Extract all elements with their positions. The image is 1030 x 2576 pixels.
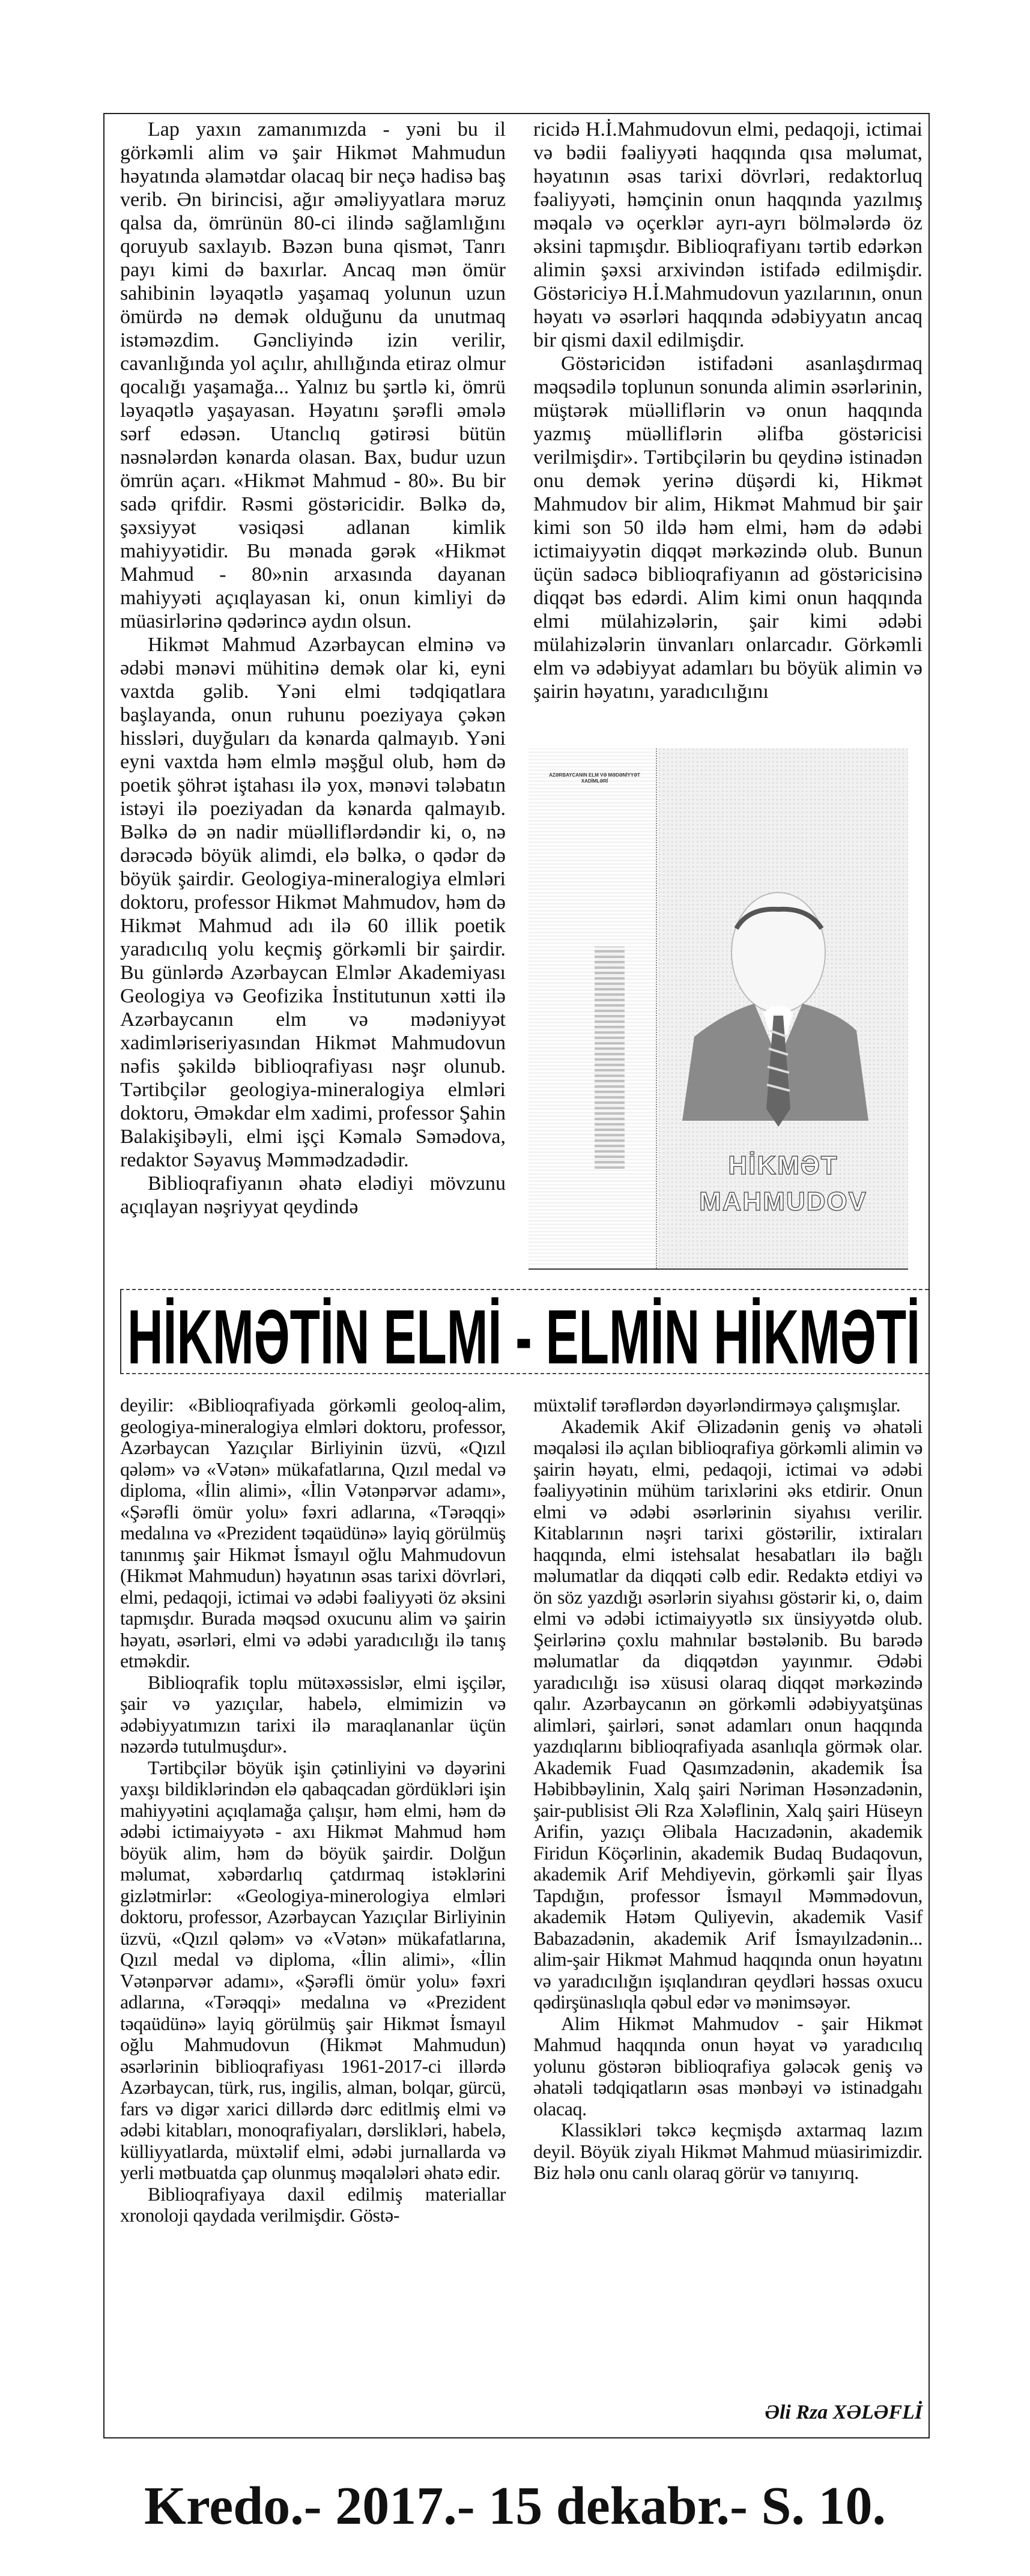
book-cover-photo	[529, 748, 908, 1270]
paragraph: deyilir: «Biblioqrafiyada görkəmli geoloq-alim, geologiya-mineralogiya elmləri doktoru, professor, Azərbaycan Yazıçılar Birliyinin üzvü, «Qızıl qələm» və «Vətən» mükafatlarına, Qızıl medal və diploma, «İlin alimi», «İlin Vətənpərvər adamı», «Şərəfli ömür yolu» fəxri adlarına, «Tərəqqi» medalına və «Prezident təqaüdünə» layiq görülmüş tanınmış şair Hikmət İsmayıl oğlu Mahmudovun (Hikmət Mahmudun) həyatının əsas tarixi dövrləri, elmi, pedaqoji, ictimai və ədəbi fəaliyyəti öz əksini tapmışdır. Burada məqsəd oxucunu alim və şairin həyatı, əsərləri, elmi və ədəbi yaradıcılığı ilə tanış etməkdir.	[120, 1394, 506, 1671]
paragraph: Akademik Akif Əlizadənin geniş və əhatəli məqaləsi ilə açılan biblioqrafiya görkəmli alimin və şairin həyatı, elmi, pedaqoji, ictimai və ədəbi fəaliyyətinin mühüm tarixlərini əks etdirir. Onun elmi və ədəbi əsərlərinin siyahısı verilir. Kitablarının nəşri tarixi göstərilir, ixtiraları haqqında, elmi istehsalat hesabatları ilə bağlı məlumatlar da diqqəti cəlb edir. Redaktə etdiyi və ön söz yazdığı əsərlərin siyahısı göstərir ki, o, daim elmi və ədəbi ictimaiyyətlə sıx ünsiyyətdə olub. Şeirlərinə çoxlu mahnılar bəstələnib. Bu barədə məlumatlar da diqqətdən yayınmır. Ədəbi yaradıcılığı isə xüsusi olaraq diqqət mərkəzində qalır. Azərbaycanın ən görkəmli ədəbiyyatşünas alimləri, şairləri, sənət adamları onun haqqında yazdıqlarını biblioqrafiyada asanlıqla görmək olar. Akademik Fuad Qasımzadənin, akademik İsa Həbibbəylinin, Xalq şairi Nəriman Həsənzadənin, şair-publisist Əli Rza Xələflinin, Xalq şairi Hüseyn Arifin, yazıçı Əlibala Hacızadənin, akademik Firidun Köçərlinin, akademik Budaq Budaqovun, akademik Arif Mehdiyevin, görkəmli şair İlyas Tapdığın, professor İsmayıl Məmmədovun, akademik Hətəm Quliyevin, akademik Vasif Babazadənin, akademik Arif İsmayılzadənin... alim-şair Hikmət Mahmud haqqında onun həyatını və yaradıcılığın işıqlandıran qeydləri həssas oxucu qədirşünaslıqla qəbul edər və mənimsəyər.	[533, 1415, 922, 2013]
headline-box	[120, 1289, 929, 1374]
book-front-cover	[658, 748, 908, 1268]
paragraph: Biblioqrafiyaya daxil edilmiş materiallar xronoloji qaydada verilmişdir. Göstə-	[120, 2183, 506, 2226]
source-citation: Kredo.- 2017.- 15 dekabr.- S. 10.	[144, 2476, 886, 2536]
book-series-title: AZƏRBAYCANIN ELM VƏ MƏDƏNİYYƏT XADİMLƏRİ	[549, 772, 640, 784]
paragraph: Biblioqrafik toplu mütəxəssislər, elmi işçilər, şair və yazıçılar, habelə, elmimizin və ədəbiyyatımızın tarixi ilə maraqlananlar üçün nəzərdə tutulmuşdur».	[120, 1671, 506, 1757]
paragraph: müxtəlif tərəflərdən dəyərləndirməyə çalışmışlar.	[533, 1394, 901, 1416]
cover-name-first: HİKMƏT	[728, 1151, 838, 1180]
book-spine	[529, 748, 657, 1268]
article-column-bottom-left	[120, 1395, 506, 2226]
cover-name-last: MAHMUDOV	[699, 1187, 867, 1216]
paragraph: Klassikləri təkcə keçmişdə axtarmaq lazım deyil. Böyük ziyalı Hikmət Mahmud müasirimizdir. Biz hələ onu canlı olaraq görür və tanıyırıq.	[533, 2119, 922, 2183]
author-signature: Əli Rza XƏLƏFLİ	[765, 2401, 922, 2423]
paragraph: ricidə H.İ.Mahmudovun elmi, pedaqoji, ictimai və bədii fəaliyyəti haqqında qısa məlumat, həyatının əsas tarixi dövrləri, redaktorluq fəaliyyəti, həmçinin onun haqqında yazılmış məqalə və oçerklər ayrı-ayrı bölmələrdə öz əksini tapmışdır. Biblioqrafiyanı tərtib edərkən alimin şəxsi arxivindən istifadə edilmişdir. Göstəriciyə H.İ.Mahmudovun yazılarının, onun həyatı və əsərləri haqqında ədəbiyyatın ancaq bir qismi daxil edilmişdir.	[533, 118, 922, 351]
paragraph: Tərtibçilər böyük işin çətinliyini və dəyərini yaxşı bildiklərindən elə qabaqcadan gördükləri işin mahiyyətini açıqlamağa çalışır, həm elmi, həm də ədəbi ictimaiyyətə - axı Hikmət Mahmud həm böyük alim, həm də böyük şairdir. Dolğun məlumat, xəbərdarlıq çatdırmaq istəklərini gizlətmirlər: «Geologiya-minerologiya elmləri doktoru, professor, Azərbaycan Yazıçılar Birliyinin üzvü, «Qızıl qələm» və «Vətən» mükafatlarına, Qızıl medal və diploma, «İlin alimi», «İlin Vətənpərvər adamı», «Şərəfli ömür yolu» fəxri adlarına, «Tərəqqi» medalına və «Prezident təqaüdünə» layiq görülmüş şair Hikmət İsmayıl oğlu Mahmudovun (Hikmət Mahmudun) əsərlərinin biblioqrafiyası 1961-2017-ci illərdə Azərbaycan, türk, rus, ingilis, alman, bolqar, gürcü, fars və digər xarici dillərdə dərc editlmiş elmi və ədəbi kitabları, monoqrafiyaları, dərslikləri, habelə, külliyyatlarda, müxtəlif elmi, ədəbi jurnallarda və yerli mətbuatda çap olunmuş məqalələri əhatə edir.	[120, 1756, 506, 2183]
article-column-bottom-right	[533, 1395, 922, 2184]
headline-graphic	[127, 1293, 920, 1372]
paragraph: Lap yaxın zamanımızda - yəni bu il görkəmli alim və şair Hikmət Mahmudun həyatında əlamətdar olacaq bir neçə hadisə baş verib. Ən birincisi, ağır əməliyyatlara məruz qalsa da, ömrünün 80-ci ilində sağlamlığını qoruyub saxlayıb. Bəzən buna qismət, Tanrı payı kimi də baxırlar. Ancaq mən ömür sahibinin ləyaqətlə yaşamaq yolunun uzun ömürdə nə demək olduğunu da unutmaq istəməzdim. Gəncliyində izin verilir, cavanlığında yol açılır, ahıllığında etiraz olmur qocalığı yaşamağa... Yalnız bu şərtlə ki, ömrü ləyaqətlə yaşayasan. Həyatını şərəfli əmələ sərf edəsən. Utanclıq gətirəsi bütün nəsnələrdən kənarda olasan. Bax, budur uzun ömrün açarı. «Hikmət Mahmud - 80». Bu bir sadə qrifdir. Rəsmi göstəricidir. Bəlkə də, şəxsiyyət vəsiqəsi adlanan kimlik mahiyyətidir. Bu mənada gərək «Hikmət Mahmud - 80»nin arxasında dayanan mahiyyəti açıqlayasan ki, onun kimliyi də müasirlərinə qədərincə aydın olsun.	[120, 118, 506, 632]
paragraph: Alim Hikmət Mahmudov - şair Hikmət Mahmud haqqında onun həyat və yaradıcılıq yolunu göstərən biblioqrafiya gələcək geniş və əhatəli tədqiqatların əsas mənbəyi və istinadgahı olacaq.	[533, 2012, 922, 2120]
article-column-top-right	[533, 118, 922, 703]
article-headline: HİKMƏTİN ELMİ - ELMİN HİKMƏTİ	[127, 1294, 920, 1372]
article-column-top-left	[120, 118, 506, 1219]
spine-lettering	[595, 947, 625, 1169]
paragraph: Biblioqrafiyanın əhatə elədiyi mövzunu açıqlayan nəşriyyat qeydində	[120, 1172, 506, 1218]
paragraph: Hikmət Mahmud Azərbaycan elminə və ədəbi mənəvi mühitinə demək olar ki, eyni vaxtda gəlib. Yəni elmi tədqiqatlara başlayanda, onun ruhunu poeziyaya çəkən hissləri, duyğuları da kənarda qalmayıb. Yəni eyni vaxtda həm elmlə məşğul olub, həm də poetik şöhrət iştahası ilə yox, mənəvi tələbatın istəyi ilə poeziyadan da kənarda qalmayıb. Bəlkə də ən nadir müəlliflərdəndir ki, o, nə dərəcədə böyük alimdi, elə bəlkə, o qədər də böyük şairdir. Geologiya-mineralogiya elmləri doktoru, professor Hikmət Mahmudov, həm də Hikmət Mahmud adı ilə 60 illik poetik yaradıcılıq yolu keçmiş görkəmli bir şairdir. Bu günlərdə Azərbaycan Elmlər Akademiyası Geologiya və Geofizika İnstitutunun xətti ilə Azərbaycanın elm və mədəniyyət xadimləriseriyasından Hikmət Mahmudovun nəfis şəkildə biblioqrafiyası nəşr olunub. Tərtibçilər geologiya-mineralogiya elmləri doktoru, Əməkdar elm xadimi, professor Şahin Balakişibəyli, elmi işçi Kəmalə Səmədova, redaktor Səyavuş Məmmədzadədir.	[120, 634, 506, 1171]
paragraph: Göstəricidən istifadəni asanlaşdırmaq məqsədilə toplunun sonunda alimin əsərlərinin, müştərək müəlliflərin və onun haqqında yazmış müəlliflərin əlifba göstəricisi verilmişdir». Tərtibçilərin bu qeydinə istinadən onu demək yerinə düşərdi ki, Hikmət Mahmudov bir alim, Hikmət Mahmud bir şair kimi son 50 ildə həm elmi, həm də ədəbi ictimaiyyətin diqqət mərkəzində olub. Bunun üçün sadəcə biblioqrafiyanın ad göstəricisinə diqqət bəs edərdi. Alim kimi onun haqqında elmi mülahizələrin, şair kimi ədəbi mülahizələrin ünvanları onlarcadır. Görkəmli elm və ədəbiyyat adamları bu böyük alimin və şairin həyatını, yaradıcılığını	[533, 353, 922, 703]
